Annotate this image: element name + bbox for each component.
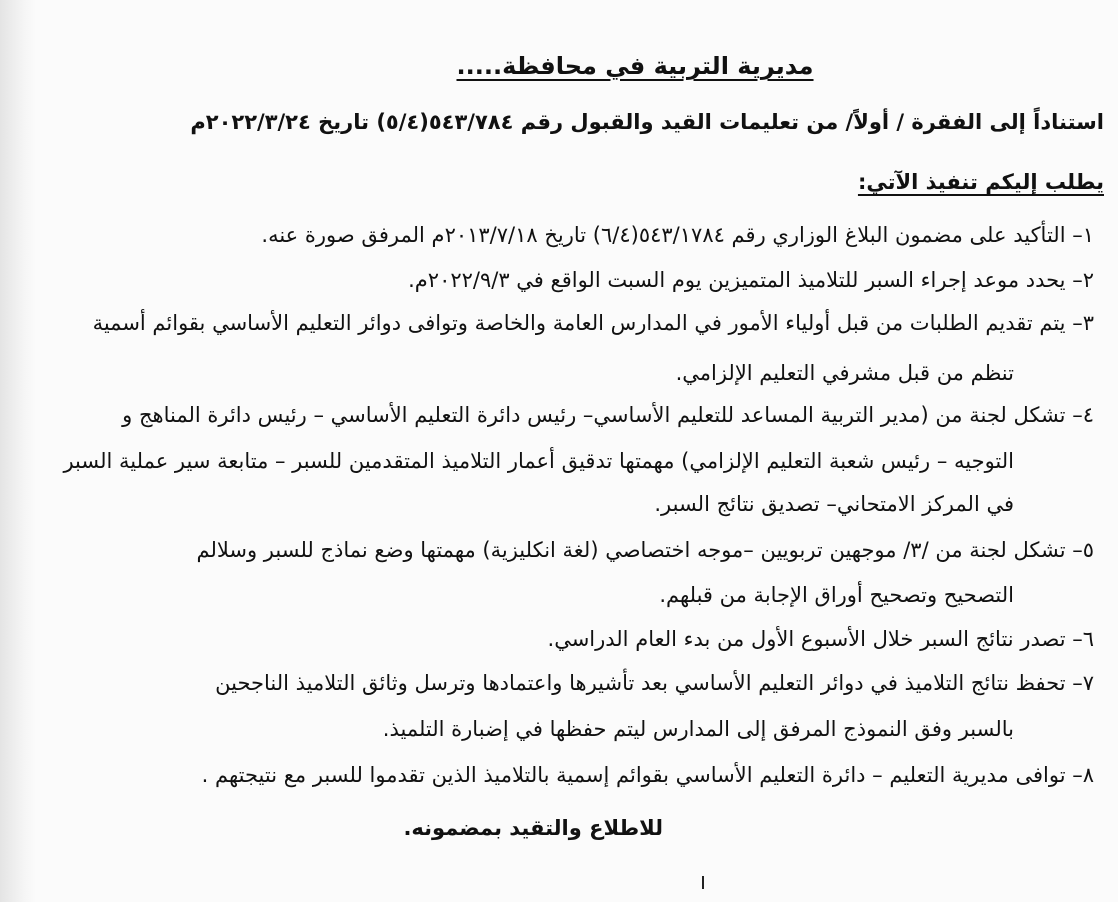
- item-4-line-1: ٤– تشكل لجنة من (مدير التربية المساعد للتعليم الأساسي– رئيس دائرة التعليم الأساسي – رئيس دائرة المناهج و: [122, 403, 1094, 427]
- item-6: ٦– تصدر نتائج السبر خلال الأسبوع الأول من بدء العام الدراسي.: [547, 627, 1094, 651]
- item-1: ١– التأكيد على مضمون البلاغ الوزاري رقم ٥٤٣/١٧٨٤(٦/٤) تاريخ ٢٠١٣/٧/١٨م المرفق صورة عنه.: [261, 223, 1094, 247]
- item-4-line-2: التوجيه – رئيس شعبة التعليم الإلزامي) مهمتها تدقيق أعمار التلاميذ المتقدمين للسبر – متابعة سير عملية السبر: [63, 449, 1014, 473]
- item-3-line-1: ٣– يتم تقديم الطلبات من قبل أولياء الأمور في المدارس العامة والخاصة وتوافى دوائر التعليم الأساسي بقوائم أسمية: [92, 311, 1094, 335]
- item-5-line-2: التصحيح وتصحيح أوراق الإجابة من قبلهم.: [659, 583, 1014, 607]
- request-line: يطلب إليكم تنفيذ الآتي:: [857, 170, 1104, 194]
- page-mark: [702, 876, 704, 889]
- item-2: ٢– يحدد موعد إجراء السبر للتلاميذ المتميزين يوم السبت الواقع في ٢٠٢٢/٩/٣م.: [408, 268, 1094, 292]
- document-title: مديرية التربية في محافظة.....: [456, 52, 814, 80]
- item-7-line-1: ٧– تحفظ نتائج التلاميذ في دوائر التعليم الأساسي بعد تأشيرها واعتمادها وترسل وثائق التلاميذ الناجحين: [215, 671, 1094, 695]
- reference-line: استناداً إلى الفقرة / أولاً/ من تعليمات القيد والقبول رقم ٥٤٣/٧٨٤(٥/٤) تاريخ ٢٠٢٢/٣/٢٤م: [190, 110, 1104, 134]
- item-3-line-2: تنظم من قبل مشرفي التعليم الإلزامي.: [675, 361, 1014, 385]
- item-8: ٨– توافى مديرية التعليم – دائرة التعليم الأساسي بقوائم إسمية بالتلاميذ الذين تقدموا للسبر مع نتيجتهم .: [201, 763, 1094, 787]
- item-4-line-3: في المركز الامتحاني– تصديق نتائج السبر.: [654, 492, 1014, 516]
- item-5-line-1: ٥– تشكل لجنة من /٣/ موجهين تربويين –موجه اختصاصي (لغة انكليزية) مهمتها وضع نماذج للسبر وسلالم: [196, 538, 1094, 562]
- page-edge-shadow: [0, 0, 36, 902]
- closing-line: للاطلاع والتقيد بمضمونه.: [403, 816, 663, 840]
- item-7-line-2: بالسبر وفق النموذج المرفق إلى المدارس ليتم حفظها في إضبارة التلميذ.: [382, 717, 1014, 741]
